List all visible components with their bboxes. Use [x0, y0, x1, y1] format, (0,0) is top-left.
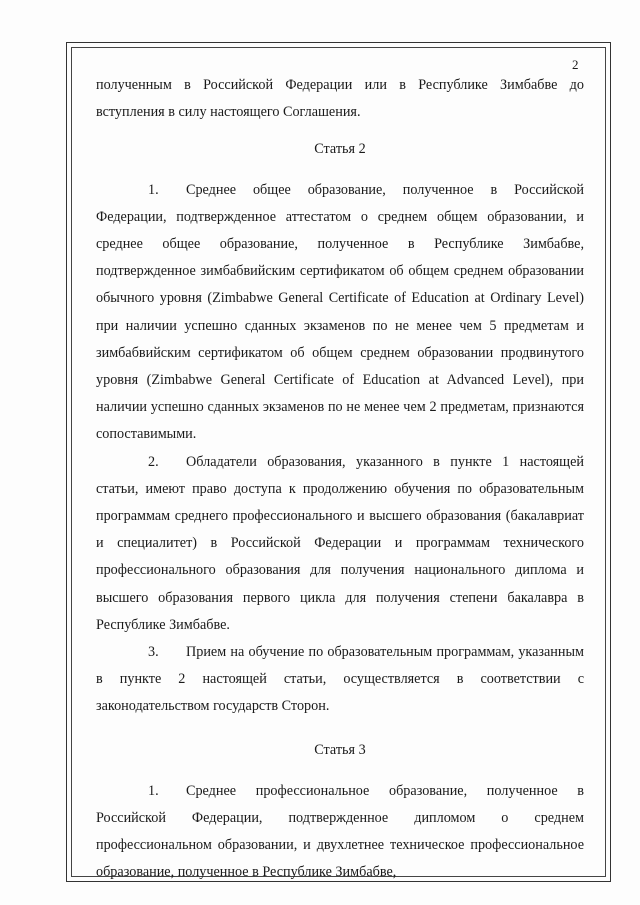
article-2-heading: Статья 2 — [314, 141, 366, 158]
item-text: Среднее общее образование, полученное в Российской Федерации, подтвержденное аттестатом о среднем общем образовании, и среднее общее образование, полученное в Республике Зимбабве, подтвержденное зимбабвийским сертификатом об общем среднем образовании обычного уровня (Zimbabwe General Certificate of Education at Ordinary Level) при наличии успешно сданных экзаменов по не менее чем 5 предметам и зимбабвийским сертификатом об общем среднем образовании продвинутого уровня (Zimbabwe General Certificate of Education at Advanced Level), при наличии успешно сданных экзаменов по не менее чем 2 предметам, признаются сопоставимыми. — [96, 181, 584, 443]
item-number: 2. — [148, 453, 159, 470]
page-number: 2 — [572, 57, 579, 72]
item-number: 1. — [148, 782, 159, 799]
item-text: Обладатели образования, указанного в пункте 1 настоящей статьи, имеют право доступа к продолжению обучения по образовательным программам среднего профессионального и высшего образования (бакалавриат и специалитет) в Российской Федерации и программам технического профессионального образования для получения национального диплома и высшего образования первого цикла для получения степени бакалавра в Республике Зимбабве. — [96, 453, 584, 633]
intro-paragraph: полученным в Российской Федерации или в Республике Зимбабве до вступления в силу настоящего Соглашения. — [96, 77, 584, 121]
item-text: Среднее профессиональное образование, полученное в Российской Федерации, подтвержденное дипломом о среднем профессиональном образовании, и двухлетнее техническое профессиональное образование, полученное в Республике Зимбабве, — [96, 782, 584, 881]
item-text: Прием на обучение по образовательным программам, указанным в пункте 2 настоящей статьи, осуществляется в соответствии с законодательством государств Сторон. — [96, 644, 584, 715]
article-2-item-2 — [96, 449, 584, 639]
article-2-item-3 — [96, 639, 584, 721]
article-2-item-1 — [96, 177, 584, 449]
item-number: 1. — [148, 181, 159, 198]
item-number: 3. — [148, 644, 159, 661]
document-body — [96, 72, 584, 887]
article-3-heading: Статья 3 — [314, 741, 366, 758]
article-3-item-1 — [96, 778, 584, 887]
